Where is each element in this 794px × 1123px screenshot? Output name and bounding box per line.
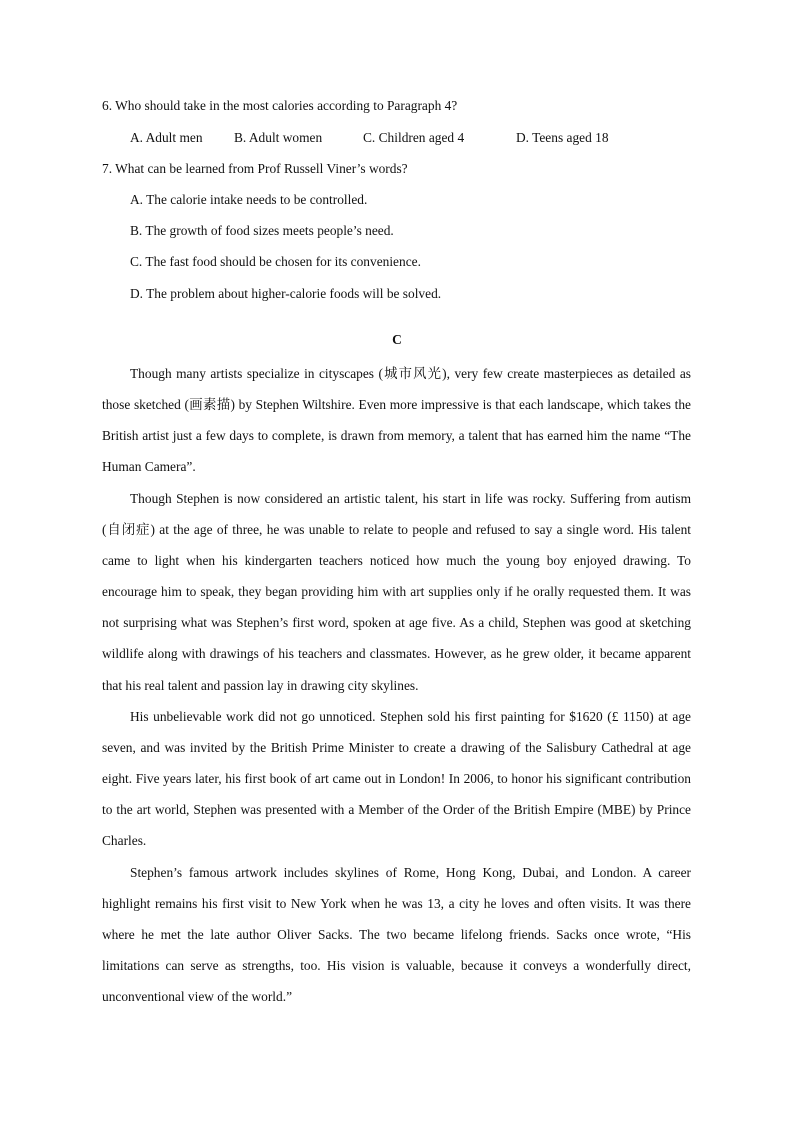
q7-option-d: D. The problem about higher-calorie foods will be solved. (130, 286, 442, 301)
question-7: 7. What can be learned from Prof Russell Viner’s words? (102, 161, 408, 176)
q6-option-b: B. Adult women (234, 130, 323, 145)
q7-option-b: B. The growth of food sizes meets people’s need. (130, 223, 394, 238)
q6-option-c: C. Children aged 4 (363, 130, 465, 145)
q6-option-d: D. Teens aged 18 (516, 130, 609, 145)
passage-paragraph-4: Stephen’s famous artwork includes skylines of Rome, Hong Kong, Dubai, and London. A career highlight remains his first visit to New York when he was 13, a city he loves and often visits. It was there where he met the late author Oliver Sacks. The two became lifelong friends. Sacks once wrote, “His limitations can serve as strengths, too. His vision is valuable, because it conveys a wonderfully direct, unconventional view of the world.” (102, 865, 691, 1005)
passage-paragraph-1: Though many artists specialize in cityscapes (城市风光), very few create masterpieces as detailed as those sketched (画素描) by Stephen Wiltshire. Even more impressive is that each landscape, which takes the British artist just a few days to complete, is drawn from memory, a talent that has earned him the name “The Human Camera”. (102, 366, 691, 475)
passage-paragraph-3: His unbelievable work did not go unnoticed. Stephen sold his first painting for $1620 (£ 1150) at age seven, and was invited by the British Prime Minister to create a drawing of the Salisbury Cathedral at age eight. Five years later, his first book of art came out in London! In 2006, to honor his significant contribution to the art world, Stephen was presented with a Member of the Order of the British Empire (MBE) by Prince Charles. (102, 709, 691, 849)
passage-paragraph-2: Though Stephen is now considered an artistic talent, his start in life was rocky. Suffering from autism (自闭症) at the age of three, he was unable to relate to people and refused to say a single word. His talent came to light when his kindergarten teachers noticed how much the young boy enjoyed drawing. To encourage him to speak, they began providing him with art supplies only if he orally requested them. It was not surprising what was Stephen’s first word, spoken at age five. As a child, Stephen was good at sketching wildlife along with drawings of his teachers and classmates. However, as he grew older, it became apparent that his real talent and passion lay in drawing city skylines. (102, 491, 691, 693)
question-6: 6. Who should take in the most calories according to Paragraph 4? (102, 98, 458, 113)
q6-option-a: A. Adult men (130, 130, 203, 145)
q7-option-c: C. The fast food should be chosen for its convenience. (130, 254, 421, 269)
q7-option-a: A. The calorie intake needs to be controlled. (130, 192, 368, 207)
passage-label: C (392, 332, 402, 347)
